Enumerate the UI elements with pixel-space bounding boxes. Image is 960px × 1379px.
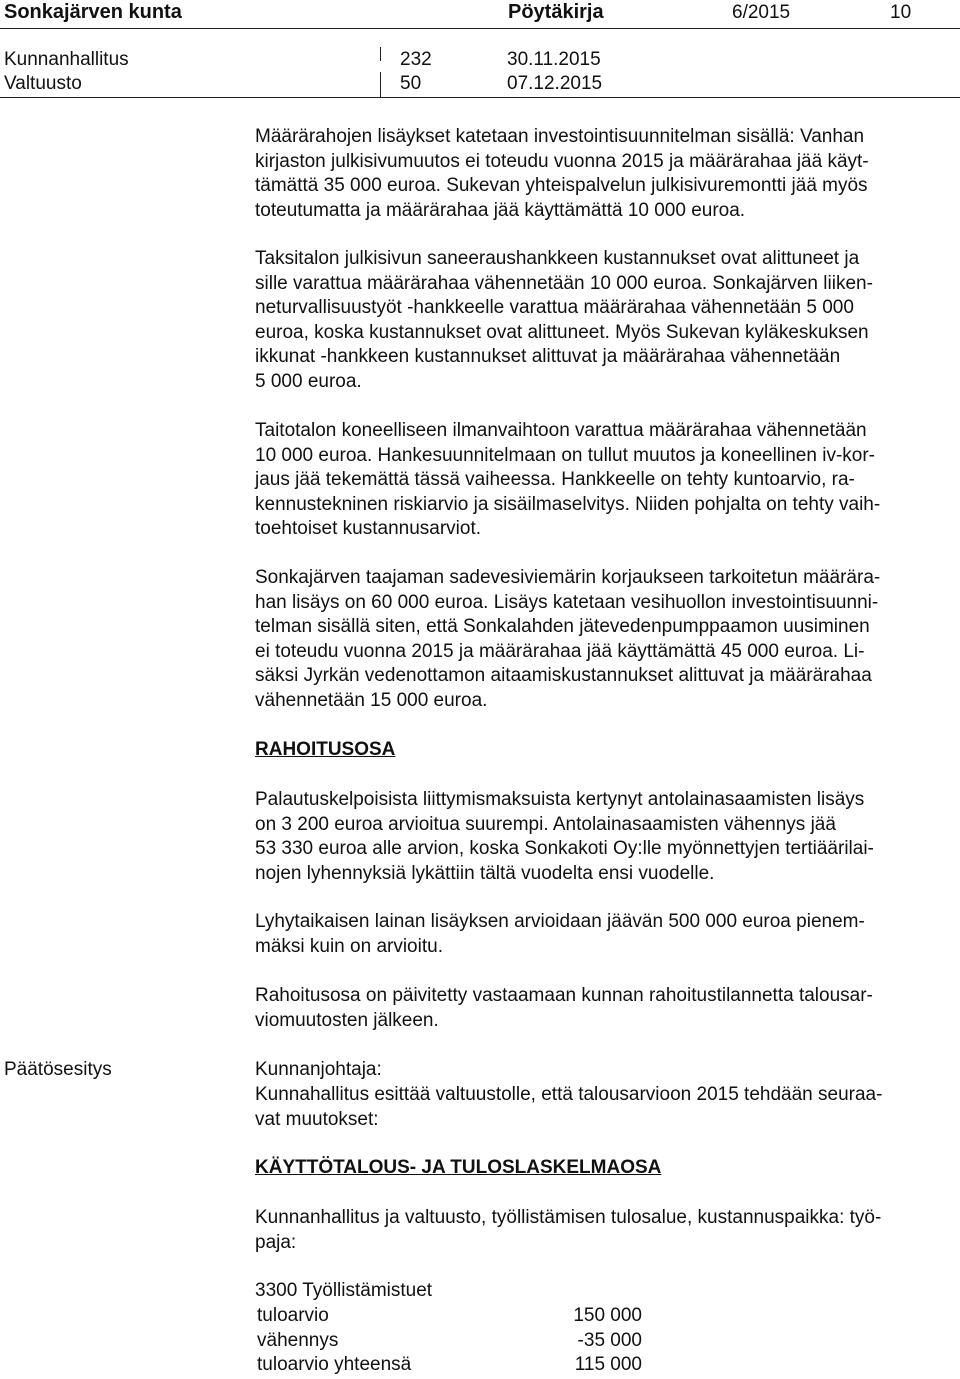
- meeting-body: Valtuusto: [4, 73, 82, 94]
- meeting-body: Kunnanhallitus: [4, 49, 129, 70]
- organization-name: Sonkajärven kunta: [4, 1, 182, 23]
- budget-row-label: tuloarvio: [257, 1305, 329, 1326]
- document-number: 6/2015: [732, 2, 791, 23]
- budget-row-value: 150 000: [573, 1305, 642, 1326]
- proposal-label: Päätösesitys: [4, 1059, 112, 1080]
- meeting-section: 232: [400, 49, 432, 70]
- meeting-divider: [380, 47, 381, 61]
- budget-row-label: tuloarvio yhteensä: [257, 1354, 412, 1375]
- budget-row-label: vähennys: [257, 1330, 339, 1351]
- paragraph-rahoitusosa-paivitetty: Rahoitusosa on päivitetty vastaamaan kunnan rahoitustilannetta talousar- viomuutosten jälkeen.: [255, 985, 873, 1031]
- paragraph-taksitalo: Taksitalon julkisivun saneeraushankkeen kustannukset ovat alittuneet ja sille varattua määrärahaa vähennetään 10 000 euroa. Sonkajärven liiken- neturvallisuustyöt -hankkeelle varattua määrärahaa vähennetään 5 000 euroa, koska kustannukset ovat alittuneet. Myös Sukevan kyläkeskuksen ikkunat -hankkeen kustannukset alittuvat ja määrärahaa vähennetään 5 000 euroa.: [255, 248, 873, 392]
- paragraph-investment-coverage: Määrärahojen lisäykset katetaan investointisuunnitelman sisällä: Vanhan kirjaston julkisivumuutos ei toteudu vuonna 2015 ja määrärahaa jää käyt- tämättä 35 000 euroa. Sukevan yhteispalvelun julkisivuremontti jää myös toteutumatta ja määrärahaa jää käyttämättä 10 000 euroa.: [255, 126, 869, 221]
- budget-row-value: -35 000: [577, 1330, 642, 1351]
- meeting-section: 50: [400, 73, 422, 94]
- section-heading-rahoitusosa: RAHOITUSOSA: [255, 739, 396, 760]
- section-heading-kayttotalous: KÄYTTÖTALOUS- JA TULOSLASKELMAOSA: [255, 1157, 662, 1178]
- header-rule-bottom: [0, 97, 960, 98]
- budget-item-title: 3300 Työllistämistuet: [255, 1280, 433, 1301]
- document-type: Pöytäkirja: [508, 1, 604, 23]
- proposal-author: Kunnanjohtaja:: [255, 1059, 382, 1080]
- header-rule-top: [0, 28, 960, 29]
- paragraph-taitotalo: Taitotalon koneelliseen ilmanvaihtoon varattua määrärahaa vähennetään 10 000 euroa. Hankesuunnitelmaan on tullut muutos ja koneellinen iv-kor- jaus jää tekemättä tässä vaiheessa. Hankkeelle on tehty kuntoarvio, ra- kennustekninen riskiarvio ja sisäilmaselvitys. Niiden pohjalta on tehty vaih- toehtoiset kustannusarviot.: [255, 420, 881, 539]
- proposal-text: Kunnahallitus esittää valtuustolle, että talousarvioon 2015 tehdään seuraa- vat muutokset:: [255, 1084, 883, 1130]
- paragraph-lyhytaikainen-laina: Lyhytaikaisen lainan lisäyksen arvioidaan jäävän 500 000 euroa pienem- mäksi kuin on arvioitu.: [255, 911, 865, 957]
- meeting-divider: [380, 72, 381, 98]
- budget-row-value: 115 000: [574, 1354, 642, 1375]
- paragraph-sadevesiviemari: Sonkajärven taajaman sadevesiviemärin korjaukseen tarkoitetun määrära- han lisäys on 60 000 euroa. Lisäys katetaan vesihuollon investointisuunni- telman sisällä siten, että Sonkalahden jätevedenpumppaamon uusiminen ei toteudu vuonna 2015 ja määrärahaa jää käyttämättä 45 000 euroa. Li- säksi Jyrkän vedenottamon aitaamiskustannukset alittuvat ja määrärahaa vähennetään 15 000 euroa.: [255, 567, 881, 711]
- meeting-date: 07.12.2015: [507, 73, 603, 94]
- page-number: 10: [890, 2, 912, 23]
- meeting-date: 30.11.2015: [507, 49, 601, 70]
- cost-center-text: Kunnanhallitus ja valtuusto, työllistämisen tulosalue, kustannuspaikka: työ- paja:: [255, 1207, 882, 1253]
- paragraph-antolainat: Palautuskelpoisista liittymismaksuista kertynyt antolainasaamisten lisäys on 3 200 euroa arvioitua suurempi. Antolainasaamisten vähennys jää 53 330 euroa alle arvion, koska Sonkakoti Oy:lle myönnettyjen tertiäärilai- nojen lyhennyksiä lykättiin tältä vuodelta ensi vuodelle.: [255, 789, 874, 884]
